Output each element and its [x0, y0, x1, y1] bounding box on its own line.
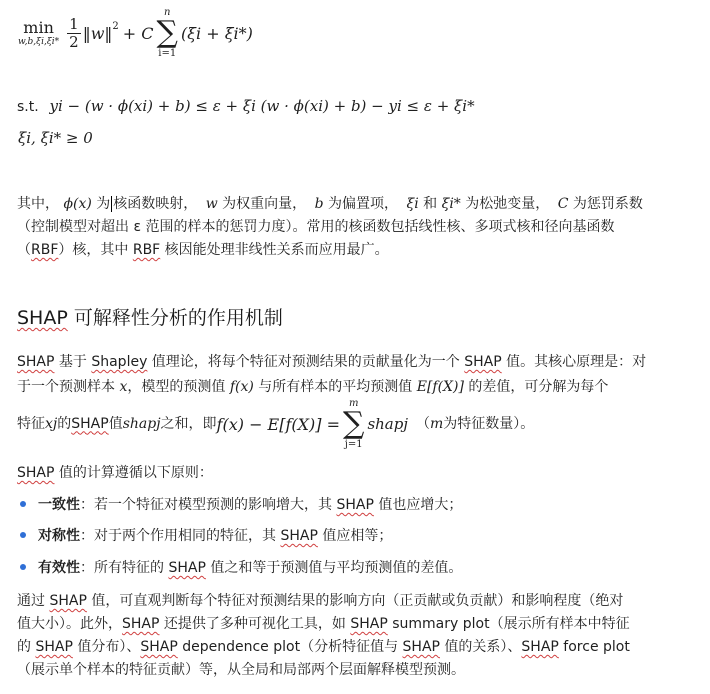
para4-line1: 通过 SHAP 值，可直观判断每个特征对预测结果的影响方向（正贡献或负贡献）和影响程度（绝对	[17, 593, 624, 609]
sigma-symbol: ∑	[156, 15, 178, 50]
shap-summation: m ∑ j=1	[343, 398, 365, 450]
plus-c: + C	[122, 23, 154, 43]
constraint-line-2: ξi, ξi* ≥ 0	[18, 129, 93, 147]
para2-line2: 于一个预测样本 x，模型的预测值 f(x) 与所有样本的平均预测值 E[f(X)] 的差值，可分解为每个	[17, 379, 609, 395]
paragraph-shap-principle	[17, 350, 705, 449]
bullet-icon	[20, 564, 26, 570]
bullet-icon	[20, 501, 26, 507]
paragraph-principles-intro: SHAP 值的计算遵循以下原则：	[17, 465, 213, 481]
bullet-icon	[20, 532, 26, 538]
constraint-line-1	[17, 97, 475, 115]
para4-line2: 值大小）。此外，SHAP 还提供了多种可视化工具，如 SHAP summary plot（展示所有样本中特征	[17, 616, 630, 632]
list-item: 有效性：所有特征的 SHAP 值之和等于预测值与平均预测值的差值。	[20, 557, 462, 580]
sigma-symbol: ∑	[343, 406, 365, 441]
objective-formula	[18, 4, 253, 62]
norm-term: ‖w‖	[82, 23, 113, 43]
section-heading: SHAP 可解释性分析的作用机制	[17, 307, 283, 329]
para1-line2: （控制模型对超出 ε 范围的样本的惩罚力度）。常用的核函数包括线性核、多项式核和径向基函数	[17, 219, 615, 235]
para2-line1: SHAP 基于 Shapley 值理论，将每个特征对预测结果的贡献量化为一个 SHAP 值。其核心原理是：对	[17, 354, 647, 370]
list-item: 对称性：对于两个作用相同的特征，其 SHAP 值应相等；	[20, 525, 392, 548]
norm-power: 2	[112, 20, 119, 32]
slack-sum-body: (ξi + ξi*)	[180, 23, 253, 43]
list-item: 一致性：若一个特征对模型预测的影响增大，其 SHAP 值也应增大；	[20, 494, 462, 517]
para1-line1: 其中， ϕ(x) 为 核函数映射， w 为权重向量， b 为偏置项， ξi 和 ξi* 为松弛变量， C 为惩罚系数	[17, 196, 643, 212]
para1-line3: （RBF）核，其中 RBF 核因能处理非线性关系而应用最广。	[17, 242, 389, 258]
constraint-1: yi − (w · ϕ(xi) + b) ≤ ε + ξi (w · ϕ(xi) + b) − yi ≤ ε + ξi*	[49, 97, 475, 115]
paragraph-definitions	[17, 193, 705, 262]
min-subscript: w,b,ξi,ξi*	[18, 37, 60, 47]
paragraph-visualization	[17, 590, 705, 682]
summation: n ∑ i=1	[156, 7, 178, 59]
para4-line4: （展示单个样本的特征贡献）等，从全局和局部两个层面解释模型预测。	[17, 662, 465, 678]
st-label: s.t.	[17, 99, 39, 115]
para2-line3: 特征 xj 的 SHAP 值 shapj 之和，即 f(x) − E[f(X)] = m ∑ j=1 shapj （ m 为特征数量）。	[17, 398, 535, 450]
min-operator: min	[23, 18, 54, 37]
para4-line3: 的 SHAP 值分布）、SHAP dependence plot（分析特征值与 SHAP 值的关系）、SHAP force plot	[17, 639, 630, 655]
half-fraction: $\frac{1}{2}$	[69, 14, 79, 51]
